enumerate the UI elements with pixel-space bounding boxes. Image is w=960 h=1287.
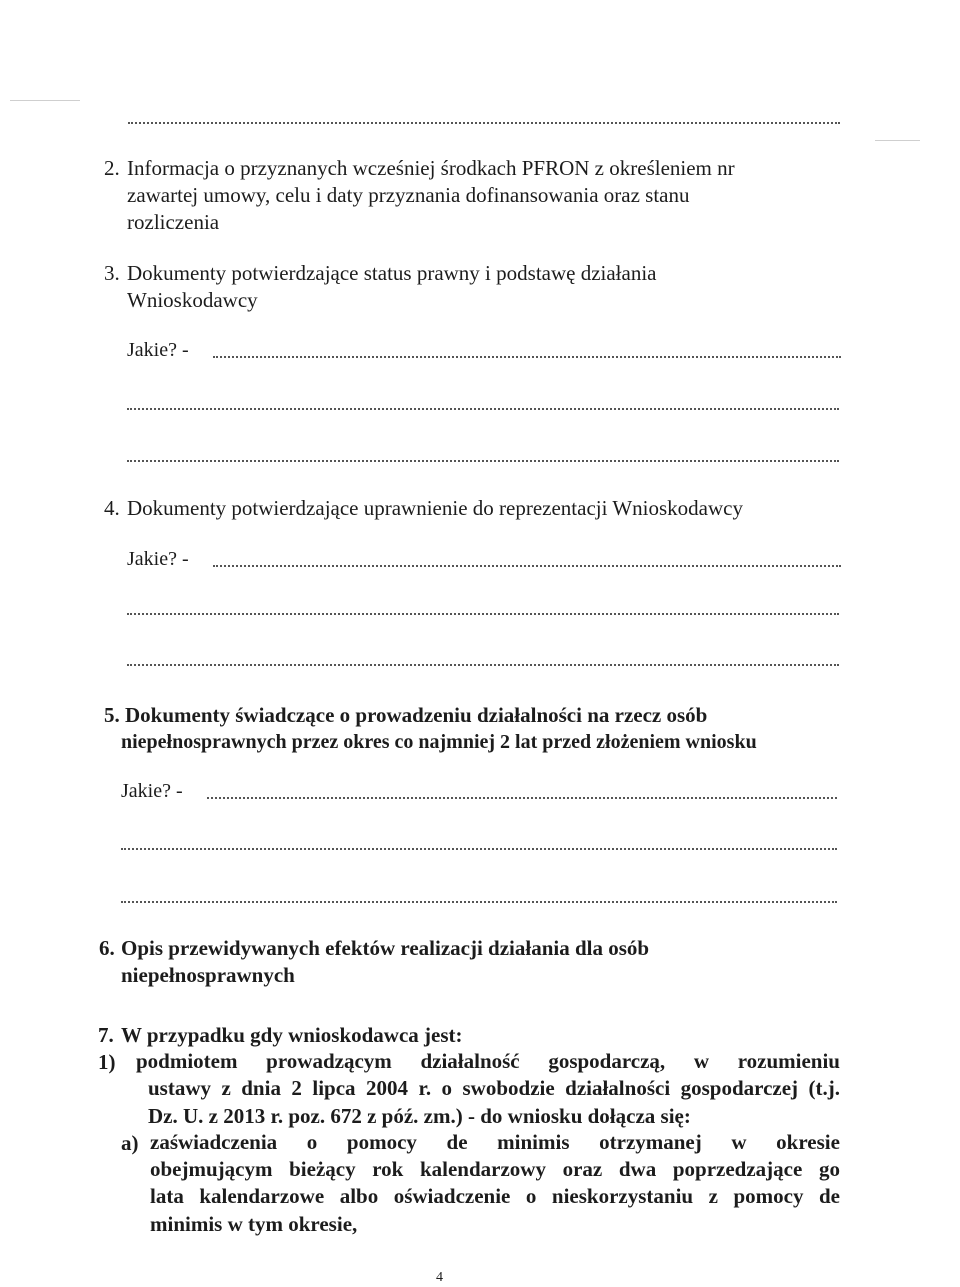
item-7-sub-1-number: 1) xyxy=(98,1050,116,1074)
word: rok xyxy=(372,1157,404,1181)
fill-line-top xyxy=(128,122,840,124)
word: działalności xyxy=(565,1076,671,1100)
item-2-text-line-1: Informacja o przyznanych wcześniej środkach PFRON z określeniem nr xyxy=(127,156,735,180)
item-5-answer-line-2[interactable] xyxy=(121,848,837,850)
item-5-answer-line-3[interactable] xyxy=(121,901,837,903)
word: poprzedzające xyxy=(672,1157,803,1181)
word: nieskorzystaniu xyxy=(551,1184,694,1208)
word: podmiotem xyxy=(136,1049,238,1073)
word: gospodarczą, xyxy=(548,1049,666,1073)
page-number: 4 xyxy=(436,1270,443,1285)
word: 2004 xyxy=(365,1076,408,1100)
word: otrzymanej xyxy=(599,1130,702,1154)
item-7-number: 7. xyxy=(98,1023,114,1047)
item-4-question: Jakie? - xyxy=(127,548,189,570)
item-3-answer-line-3[interactable] xyxy=(127,460,839,462)
scan-artifact xyxy=(875,140,920,141)
word: o xyxy=(525,1184,537,1208)
word: lata xyxy=(150,1184,184,1208)
item-4-text-line-1: Dokumenty potwierdzające uprawnienie do reprezentacji Wnioskodawcy xyxy=(127,496,743,520)
item-6-text-line-1: Opis przewidywanych efektów realizacji działania dla osób xyxy=(121,936,650,960)
item-7-sub-1-line-2 xyxy=(148,1076,840,1101)
word: obejmującym xyxy=(150,1157,273,1181)
item-6-text-line-2: niepełnosprawnych xyxy=(121,963,295,987)
item-2-text-line-3: rozliczenia xyxy=(127,210,220,234)
word: pomocy xyxy=(733,1184,804,1208)
item-2-text-line-2: zawartej umowy, celu i daty przyznania dofinansowania oraz stanu xyxy=(127,183,690,207)
word: prowadzącym xyxy=(266,1049,392,1073)
item-5-text-line-2: niepełnosprawnych przez okres co najmniej 2 lat przed złożeniem wniosku xyxy=(121,731,757,753)
word: dwa xyxy=(618,1157,657,1181)
item-6-number: 6. xyxy=(99,936,115,960)
item-5-answer-line-1[interactable] xyxy=(207,797,837,799)
item-2-number: 2. xyxy=(104,156,120,180)
item-3-answer-line-1[interactable] xyxy=(213,356,841,358)
word: ustawy xyxy=(148,1076,212,1100)
item-7-sub-1-line-1 xyxy=(136,1049,840,1074)
word: minimis xyxy=(497,1130,570,1154)
word: oświadczenie xyxy=(393,1184,511,1208)
item-5-text-line-1: Dokumenty świadczące o prowadzeniu działalności na rzecz osób xyxy=(125,703,708,727)
item-7-sub-a-line-2 xyxy=(150,1157,840,1182)
item-3-text-line-1: Dokumenty potwierdzające status prawny i podstawę działania xyxy=(127,261,657,285)
word: gospodarczej xyxy=(680,1076,799,1100)
item-7-intro: W przypadku gdy wnioskodawca jest: xyxy=(121,1023,463,1047)
word: 2 xyxy=(291,1076,302,1100)
item-7-sub-a-line-4: minimis w tym okresie, xyxy=(150,1212,358,1236)
word: kalendarzowe xyxy=(199,1184,325,1208)
word: kalendarzowy xyxy=(419,1157,546,1181)
scan-artifact xyxy=(10,100,80,101)
word: go xyxy=(818,1157,840,1181)
word: lipca xyxy=(312,1076,356,1100)
word: działalność xyxy=(420,1049,520,1073)
word: o xyxy=(441,1076,453,1100)
item-3-number: 3. xyxy=(104,261,120,285)
word: (t.j. xyxy=(808,1076,840,1100)
item-7-sub-a-number: a) xyxy=(121,1131,139,1155)
word: zaświadczenia xyxy=(150,1130,278,1154)
word: bieżący xyxy=(289,1157,356,1181)
word: z xyxy=(708,1184,718,1208)
item-5-question: Jakie? - xyxy=(121,780,183,802)
item-4-answer-line-3[interactable] xyxy=(127,664,839,666)
word: o xyxy=(306,1130,318,1154)
item-3-text-line-2: Wnioskodawcy xyxy=(127,288,258,312)
word: r. xyxy=(418,1076,432,1100)
item-7-sub-a-line-1 xyxy=(150,1130,840,1155)
word: okresie xyxy=(776,1130,840,1154)
item-7-sub-a-line-3 xyxy=(150,1184,840,1209)
word: w xyxy=(693,1049,710,1073)
word: w xyxy=(731,1130,747,1154)
word: de xyxy=(818,1184,840,1208)
word: z xyxy=(221,1076,231,1100)
item-3-answer-line-2[interactable] xyxy=(127,408,839,410)
word: de xyxy=(446,1130,468,1154)
word: rozumieniu xyxy=(737,1049,840,1073)
word: swobodzie xyxy=(462,1076,555,1100)
item-3-question: Jakie? - xyxy=(127,339,189,361)
item-4-number: 4. xyxy=(104,496,120,520)
word: dnia xyxy=(241,1076,281,1100)
item-5-number: 5. xyxy=(104,703,120,727)
word: albo xyxy=(339,1184,379,1208)
word: oraz xyxy=(562,1157,603,1181)
item-7-sub-1-line-3: Dz. U. z 2013 r. poz. 672 z póź. zm.) - do wniosku dołącza się: xyxy=(148,1104,691,1128)
item-4-answer-line-2[interactable] xyxy=(127,613,839,615)
item-4-answer-line-1[interactable] xyxy=(213,565,841,567)
word: pomocy xyxy=(346,1130,417,1154)
